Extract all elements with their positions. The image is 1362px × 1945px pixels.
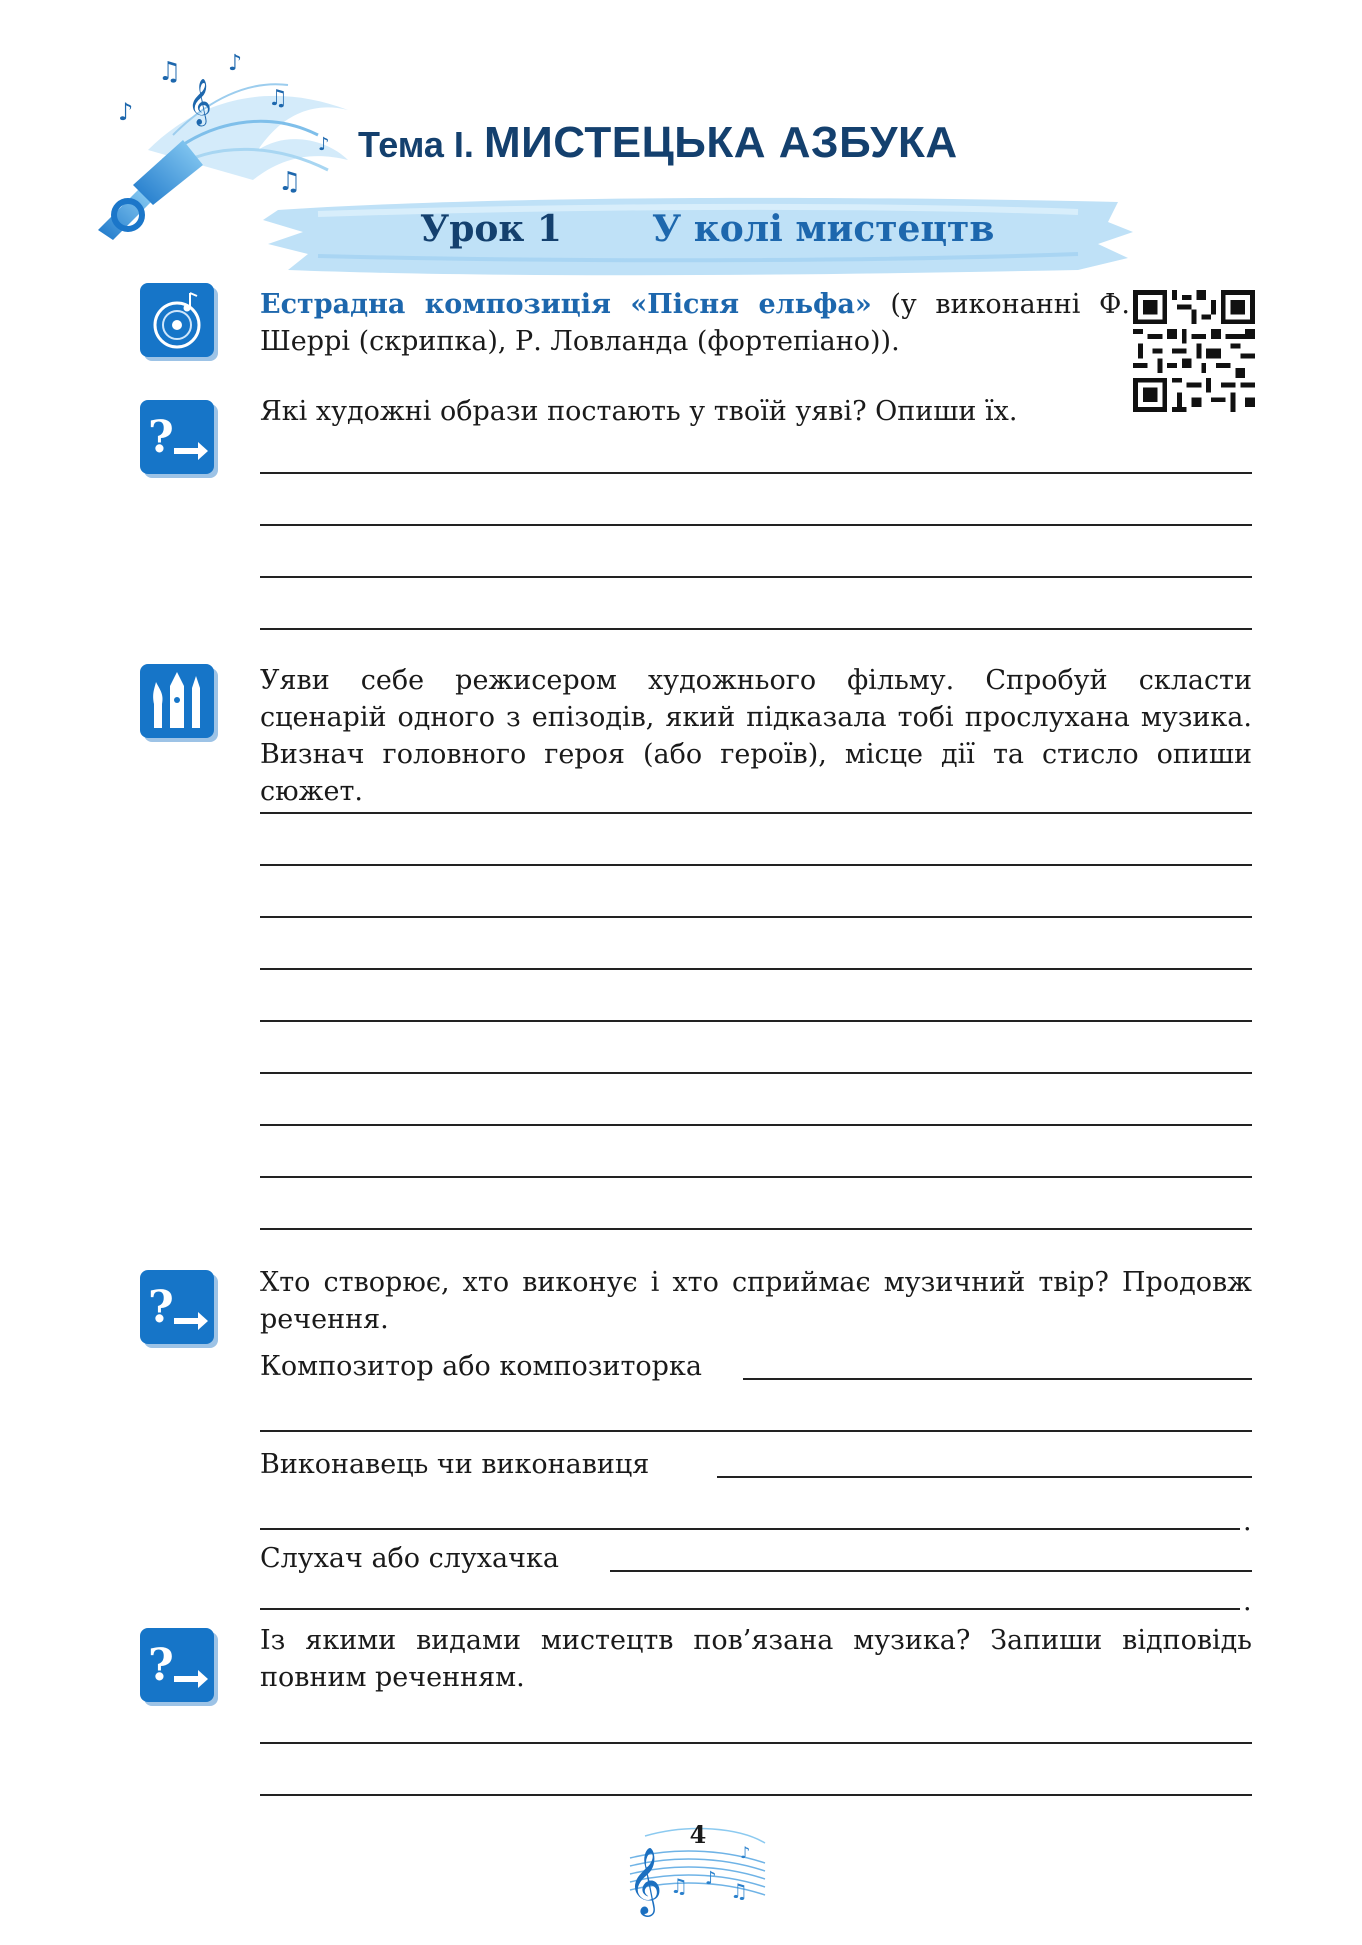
svg-text:♪: ♪ — [318, 134, 330, 155]
svg-text:?: ? — [148, 1282, 174, 1333]
answer-line[interactable] — [260, 1794, 1252, 1796]
answer-line[interactable] — [260, 472, 1252, 474]
sentence-period: . — [1243, 1506, 1252, 1537]
question-arrow-icon — [140, 1270, 214, 1344]
listening-description — [260, 286, 1130, 360]
topic-prefix: Тема I. — [358, 124, 474, 165]
sentence-period: . — [1243, 1586, 1252, 1617]
listening-performers: (у виконанні Ф. Шеррі (скрипка), Р. Ловланда (фортепіано)). — [260, 289, 1130, 357]
task3-line2-label: Виконавець чи виконавиця — [260, 1449, 650, 1480]
svg-text:𝄞: 𝄞 — [188, 79, 212, 125]
svg-text:?: ? — [148, 1640, 174, 1691]
answer-line[interactable] — [260, 576, 1252, 578]
answer-line[interactable] — [260, 968, 1252, 970]
svg-text:♫: ♫ — [278, 167, 302, 197]
answer-line[interactable] — [260, 524, 1252, 526]
listening-track-title: Естрадна композиція «Пісня ельфа» — [260, 289, 872, 320]
task3-line3-label: Слухач або слухачка — [260, 1543, 559, 1574]
answer-line[interactable] — [260, 812, 1252, 814]
svg-text:𝄞: 𝄞 — [628, 1846, 663, 1914]
lesson-title: У колі мистецтв — [652, 208, 995, 250]
task3-question: Хто створює, хто виконує і хто сприймає музичний твір? Продовж речення. — [260, 1267, 1252, 1335]
music-disc-icon — [140, 283, 214, 357]
answer-line[interactable] — [260, 1742, 1252, 1744]
answer-line[interactable] — [260, 1176, 1252, 1178]
svg-text:♫: ♫ — [670, 1874, 688, 1898]
answer-line[interactable] — [260, 1528, 1240, 1530]
answer-line[interactable] — [610, 1570, 1252, 1572]
svg-text:♪: ♪ — [118, 98, 134, 126]
task2-question: Уяви себе режисером художнього фільму. Спробуй скласти сценарій одного з епізодів, який підказала тобі прослухана музика. Визнач головного героя (або героїв), місце дії та стисло опиши сюжет. — [260, 665, 1252, 807]
svg-text:♪: ♪ — [705, 1868, 717, 1889]
page-number: 4 — [689, 1820, 707, 1849]
svg-text:♪: ♪ — [740, 1843, 751, 1862]
svg-text:♪: ♪ — [228, 51, 243, 76]
question-arrow-icon — [140, 400, 214, 474]
answer-line[interactable] — [260, 1608, 1240, 1610]
topic-title: МИСТЕЦЬКА АЗБУКА — [483, 118, 958, 167]
svg-text:♫: ♫ — [158, 57, 182, 87]
answer-line[interactable] — [260, 1020, 1252, 1022]
answer-line[interactable] — [260, 1072, 1252, 1074]
task3-line1-label: Композитор або композиторка — [260, 1351, 702, 1382]
svg-text:?: ? — [148, 412, 174, 463]
task4-question: Із якими видами мистецтв пов’язана музика? Запиши відповідь повним реченням. — [260, 1625, 1252, 1693]
svg-text:♫: ♫ — [730, 1879, 748, 1903]
answer-line[interactable] — [743, 1378, 1252, 1380]
answer-line[interactable] — [260, 916, 1252, 918]
question-arrow-icon — [140, 1628, 214, 1702]
answer-line[interactable] — [260, 628, 1252, 630]
answer-line[interactable] — [260, 1124, 1252, 1126]
answer-line[interactable] — [260, 864, 1252, 866]
answer-line[interactable] — [717, 1476, 1252, 1478]
answer-line[interactable] — [260, 1228, 1252, 1230]
art-tools-icon — [140, 664, 214, 738]
task1-question: Які художні образи постають у твоїй уяві? Опиши їх. — [260, 396, 1018, 427]
answer-line[interactable] — [260, 1430, 1252, 1432]
svg-text:♫: ♫ — [268, 86, 288, 111]
topic-heading — [358, 118, 958, 168]
lesson-number: Урок 1 — [420, 208, 562, 250]
